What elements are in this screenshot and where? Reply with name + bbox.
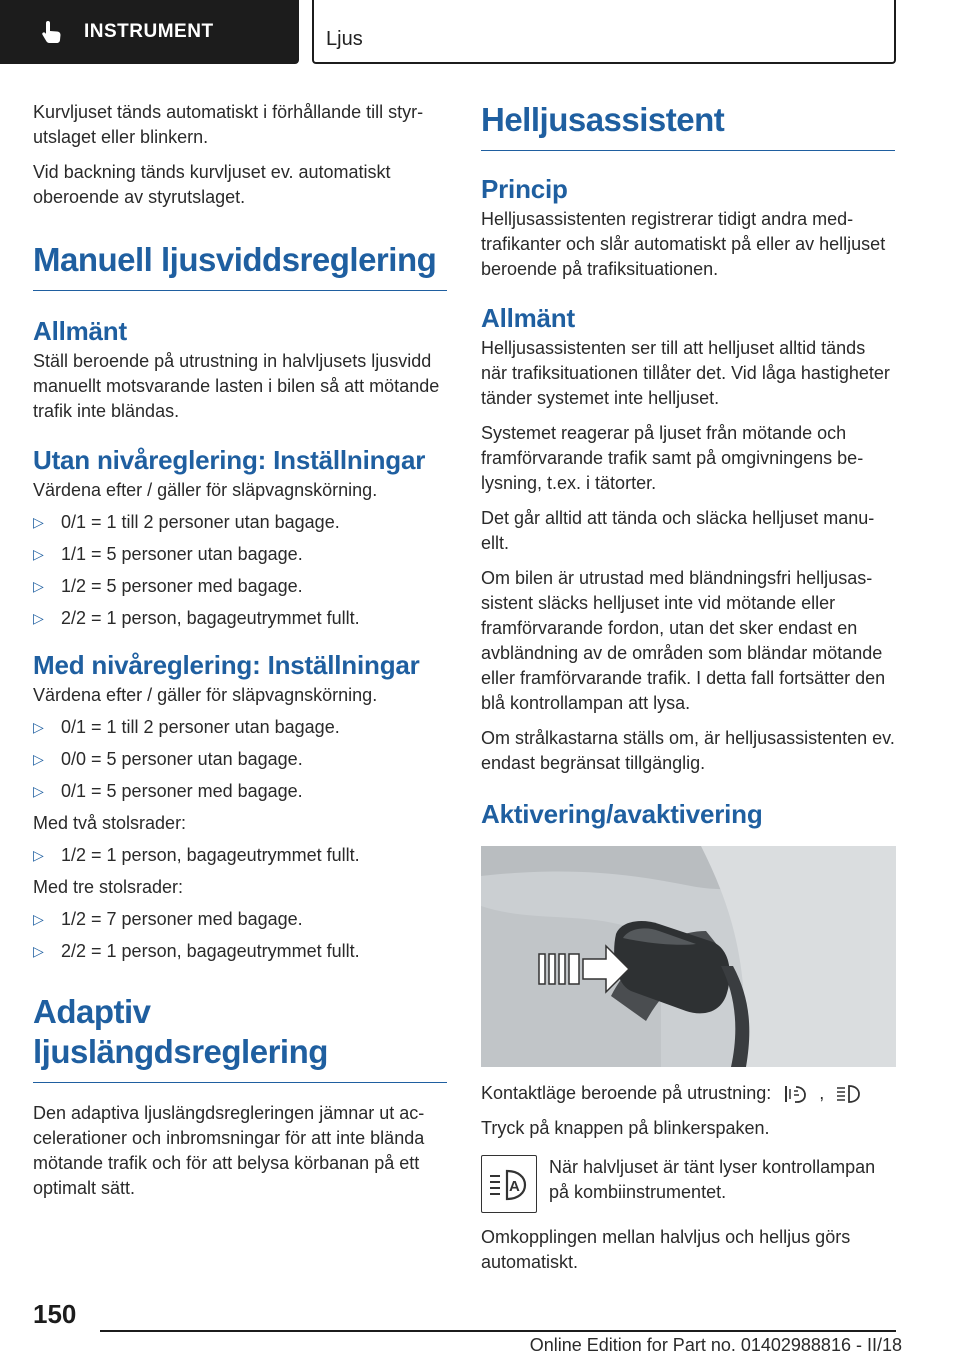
lever-drawing [481,846,896,1067]
heading-helljusassistent: Helljusassistent [481,100,895,151]
note-block [481,1155,895,1213]
paragraph-kontaktlage: Kontaktläge beroende på utrustning: , [481,1081,895,1106]
heading-utan-nivareglering: Utan nivåreglering: Inställningar [33,445,426,475]
heading-manuell-ljusviddsreglering: Manuell ljusviddsreglering [33,240,447,291]
section-tab[interactable] [0,0,299,64]
list-three-rows [33,907,447,964]
list-item: ▷ 2/2 = 1 person, bagageutrymmet fullt. [33,606,447,631]
ignition-icon [782,1083,808,1105]
paragraph: Med tre stolsrader: [33,877,184,897]
heading-aktivering: Aktivering/avaktivering [481,799,763,829]
triangle-bullet-icon: ▷ [33,751,44,767]
heading-allmant: Allmänt [481,303,575,333]
page-number: 150 [33,1299,77,1329]
paragraph: Vid backning tänds kurvljuset ev. automatiskt oberoende av styrutslaget. [33,162,391,207]
list-utan [33,510,447,631]
paragraph: Värdena efter / gäller för släpvagnskörning. [33,480,378,500]
paragraph: Ställ beroende på utrustning in halvljusets ljusvidd manuellt motsvarande lasten i bilen så att mötande trafik inte bländas. [33,351,440,421]
paragraph: Tryck på knappen på blinkerspaken. [481,1118,770,1138]
paragraph: Om strålkastarna ställs om, är helljusassistenten ev. endast begränsat tillgänglig. [481,728,895,773]
left-column [33,100,447,1201]
note-text: När halvljuset är tänt lyser kontrollampan på kombiinstrumentet. [549,1157,876,1202]
paragraph: Systemet reagerar på ljuset från mötande och framförvarande trafik samt på omgivningens belysning, t.ex. i tätorter. [481,423,864,493]
svg-text:A: A [509,1178,520,1195]
right-column [481,100,895,1275]
paragraph: Med två stolsrader: [33,813,187,833]
paragraph: Det går alltid att tända och släcka helljuset manuellt. [481,508,875,553]
list-item: ▷ 1/2 = 5 personer med bagage. [33,574,447,599]
paragraph: Om bilen är utrustad med bländningsfri helljusassistent släcks helljuset inte vid mötande eller framförvarande fordon, utan det sker endast en avbländning av de områden som bländar mötande eller framförvarande trafik. I detta fall fortsätter den blå kontrollampan att lysa. [481,568,886,713]
triangle-bullet-icon: ▷ [33,514,44,530]
heading-med-nivareglering: Med nivåreglering: Inställningar [33,650,420,680]
chapter-title: Ljus [312,0,896,64]
paragraph: Helljusassistenten ser till att helljuset alltid tänds när trafiksituationen tillåter det. Vid låga hastigheter tänder systemet inte helljuset. [481,338,890,408]
list-two-rows [33,843,447,868]
list-item: ▷ 1/2 = 1 person, bagageutrymmet fullt. [33,843,447,868]
heading-princip: Princip [481,174,568,204]
triangle-bullet-icon: ▷ [33,719,44,735]
turn-signal-lever-illustration [481,846,896,1067]
list-item: ▷ 0/1 = 1 till 2 personer utan bagage. [33,715,447,740]
list-med [33,715,447,804]
paragraph: Helljusassistenten registrerar tidigt andra medtrafikanter och slår automatiskt på eller av helljuset beroende på trafiksituationen. [481,209,886,279]
high-beam-icon [835,1083,861,1105]
triangle-bullet-icon: ▷ [33,943,44,959]
triangle-bullet-icon: ▷ [33,911,44,927]
list-item: ▷ 0/1 = 1 till 2 personer utan bagage. [33,510,447,535]
list-item: ▷ 0/1 = 5 personer med bagage. [33,779,447,804]
paragraph: Den adaptiva ljuslängdsregleringen jämnar ut accelerationer och inbromsningar för att inte blända mötande trafik och för att belysa körbanan på ett optimalt sätt. [33,1103,425,1198]
triangle-bullet-icon: ▷ [33,783,44,799]
triangle-bullet-icon: ▷ [33,546,44,562]
heading-allmant: Allmänt [33,316,127,346]
list-item: ▷ 2/2 = 1 person, bagageutrymmet fullt. [33,939,447,964]
list-item: ▷ 0/0 = 5 personer utan bagage. [33,747,447,772]
hand-pointer-icon [38,18,66,46]
triangle-bullet-icon: ▷ [33,847,44,863]
paragraph: Omkopplingen mellan halvljus och helljus görs automatiskt. [481,1227,851,1272]
triangle-bullet-icon: ▷ [33,610,44,626]
high-beam-assistant-icon [481,1155,537,1213]
section-label: INSTRUMENT [84,21,214,42]
list-item: ▷ 1/2 = 7 personer med bagage. [33,907,447,932]
edition-footer: Online Edition for Part no. 01402988816 - II/18 [529,1335,902,1355]
triangle-bullet-icon: ▷ [33,578,44,594]
heading-adaptiv-ljuslangdsreglering: Adaptiv ljuslängdsreglering [33,992,447,1083]
paragraph: Värdena efter / gäller för släpvagnskörning. [33,685,378,705]
paragraph: Kurvljuset tänds automatiskt i förhållande till styrutslaget eller blinkern. [33,102,424,147]
footer-divider [100,1330,896,1332]
list-item: ▷ 1/1 = 5 personer utan bagage. [33,542,447,567]
